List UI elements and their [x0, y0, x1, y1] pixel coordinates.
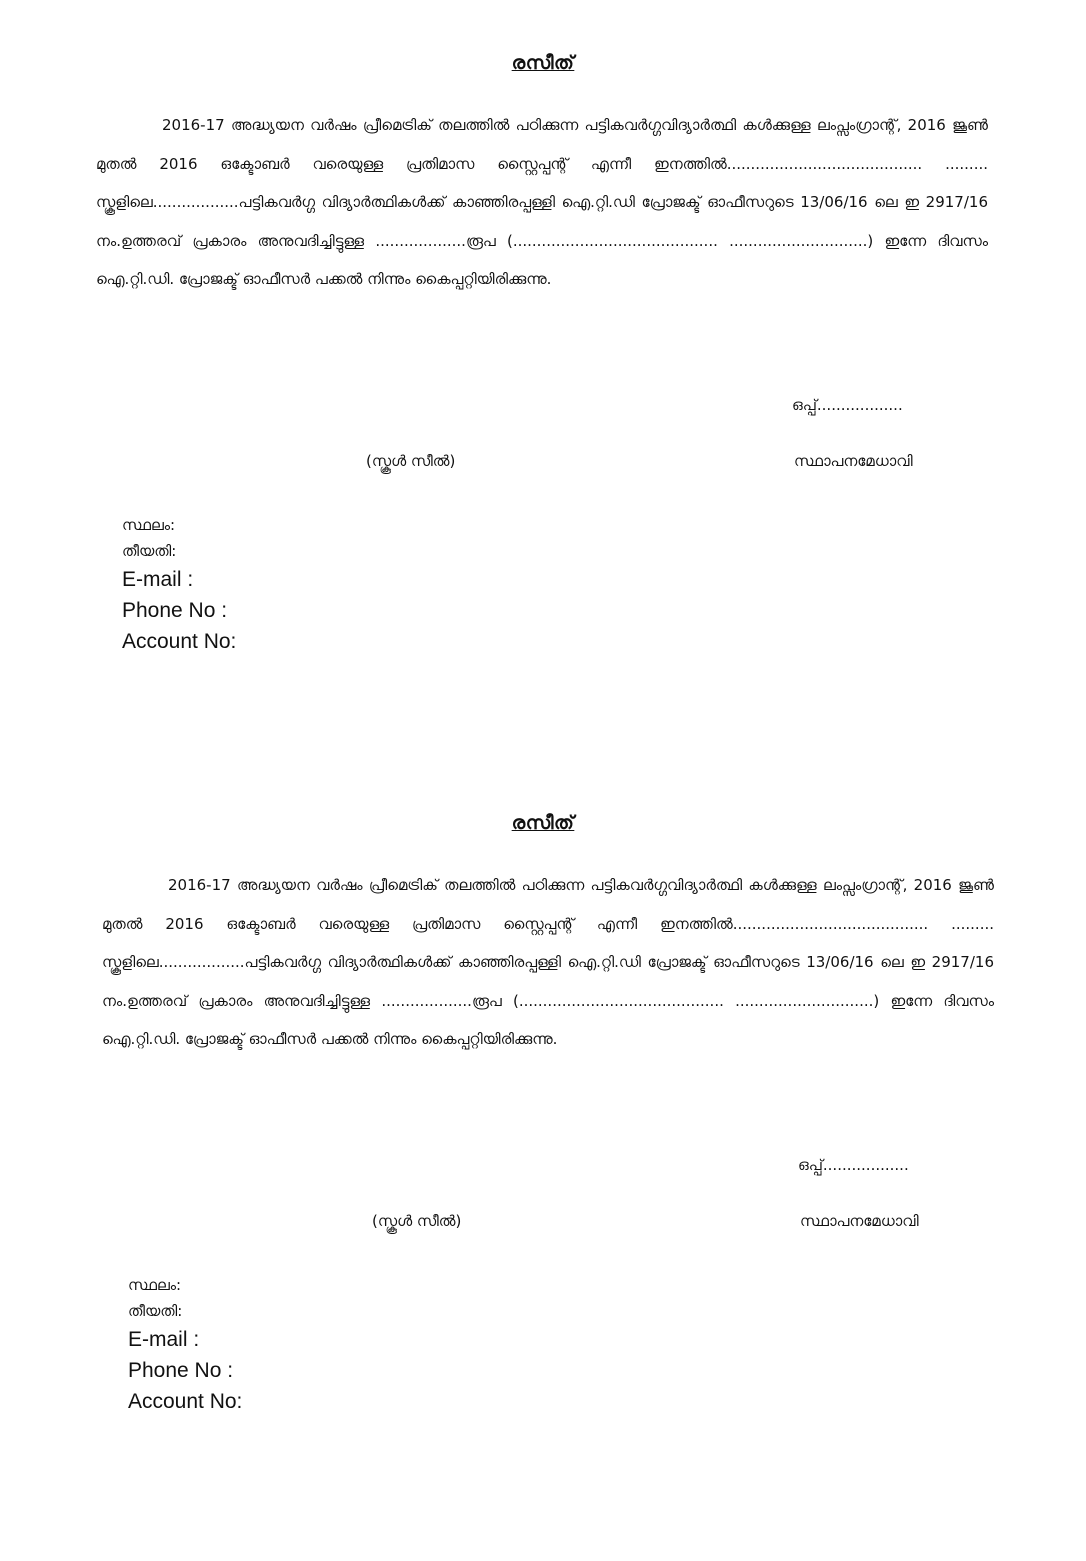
email-field: E-mail :	[122, 568, 194, 591]
receipt-body: 2016-17 അദ്ധ്യയന വർഷം പ്രീമെട്രിക് തലത്തിൽ പഠിക്കുന്ന പട്ടികവർഗ്ഗവിദ്യാർത്ഥി കൾക്കുള്ള ലംപ്സംഗ്രാന്റ്, 2016 ജൂൺ മുതൽ 2016 ഒക്ടോബർ വരെയുള്ള പ്രതിമാസ സ്റ്റൈപ്പന്റ് എന്നീ ഇനത്തിൽ......................................... ......... സ്കൂളിലെ..................പട്ടികവർഗ്ഗ വിദ്യാർത്ഥികൾക്ക് കാഞ്ഞിരപ്പള്ളി ഐ.റ്റി.ഡി പ്രോജക്ട് ഓഫീസറുടെ 13/06/16 ലെ ഇ 2917/16 നം.ഉത്തരവ് പ്രകാരം അനുവദിച്ചിട്ടുള്ള ...................രൂപ (........................................... .............................) ഇന്നേ ദിവസം ഐ.റ്റി.ഡി. പ്രോജക്ട് ഓഫീസർ പക്കൽ നിന്നും കൈപ്പറ്റിയിരിക്കുന്നു.	[96, 116, 988, 288]
account-field: Account No:	[128, 1390, 243, 1413]
receipt-title: രസീത്	[511, 52, 575, 74]
school-seal-label: (സ്കൂൾ സീൽ)	[366, 452, 456, 470]
date-field: തീയതി:	[122, 542, 177, 560]
signature-line: ഒപ്പ്..................	[798, 1156, 909, 1174]
phone-field: Phone No :	[128, 1359, 234, 1382]
receipt-title: രസീത്	[511, 812, 575, 834]
institution-head-label: സ്ഥാപനമേധാവി	[794, 452, 913, 470]
account-field: Account No:	[122, 630, 237, 653]
place-field: സ്ഥലം:	[122, 516, 176, 534]
email-field: E-mail :	[128, 1328, 200, 1351]
school-seal-label: (സ്കൂൾ സീൽ)	[372, 1212, 462, 1230]
institution-head-label: സ്ഥാപനമേധാവി	[800, 1212, 919, 1230]
receipt-1	[0, 52, 1086, 742]
receipt-body: 2016-17 അദ്ധ്യയന വർഷം പ്രീമെട്രിക് തലത്തിൽ പഠിക്കുന്ന പട്ടികവർഗ്ഗവിദ്യാർത്ഥി കൾക്കുള്ള ലംപ്സംഗ്രാന്റ്, 2016 ജൂൺ മുതൽ 2016 ഒക്ടോബർ വരെയുള്ള പ്രതിമാസ സ്റ്റൈപ്പന്റ് എന്നീ ഇനത്തിൽ......................................... ......... സ്കൂളിലെ..................പട്ടികവർഗ്ഗ വിദ്യാർത്ഥികൾക്ക് കാഞ്ഞിരപ്പള്ളി ഐ.റ്റി.ഡി പ്രോജക്ട് ഓഫീസറുടെ 13/06/16 ലെ ഇ 2917/16 നം.ഉത്തരവ് പ്രകാരം അനുവദിച്ചിട്ടുള്ള ...................രൂപ (........................................... .............................) ഇന്നേ ദിവസം ഐ.റ്റി.ഡി. പ്രോജക്ട് ഓഫീസർ പക്കൽ നിന്നും കൈപ്പറ്റിയിരിക്കുന്നു.	[102, 876, 994, 1048]
phone-field: Phone No :	[122, 599, 228, 622]
receipt-2	[0, 812, 1086, 1502]
receipt-info-fields	[128, 1272, 242, 1417]
signature-line: ഒപ്പ്..................	[792, 396, 903, 414]
place-field: സ്ഥലം:	[128, 1276, 182, 1294]
date-field: തീയതി:	[128, 1302, 183, 1320]
receipt-info-fields	[122, 512, 236, 657]
